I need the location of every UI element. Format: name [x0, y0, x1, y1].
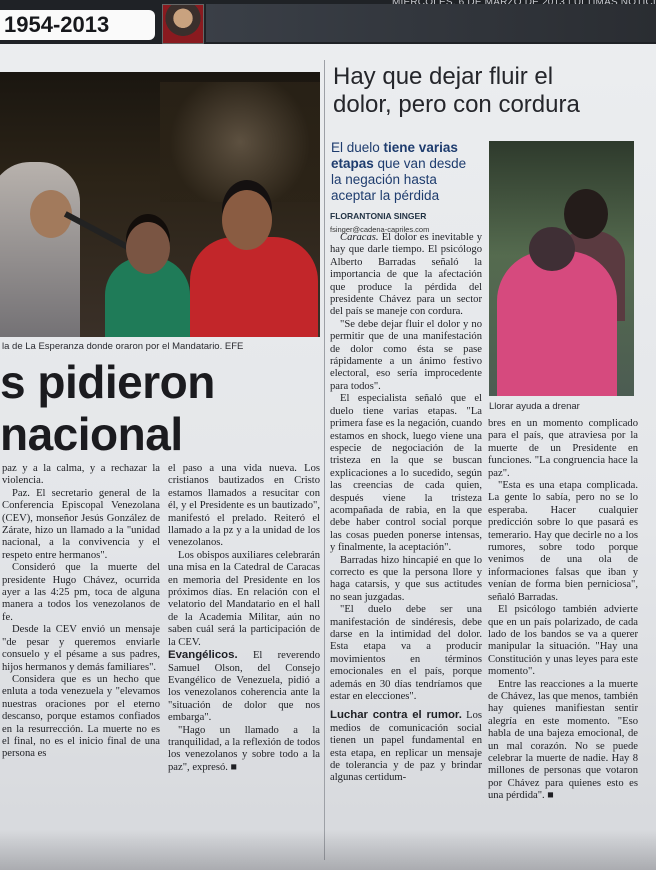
- paragraph: "El duelo debe ser una manifestación de sindéresis, debe darse en la intimidad del dolor. Esta etapa va a producir movimientos en términos emocionales en el país, porque además en 30 días tendríamos que estar en elecciones".: [330, 604, 482, 703]
- deck-bold-text: etapas: [331, 156, 374, 171]
- paragraph: Paz. El secretario general de la Conferencia Episcopal Venezolana (CEV), monseñor Jesús González de Zárate, hizo un llamado a la "unidad nacional, a la convivencia y el respeto entre hermanos".: [2, 487, 160, 561]
- paragraph-text: El reverendo Samuel Olson, del Consejo Evangélico de Venezuela, pidió a los venezolanos coherencia ante la "situación de dolor que nos embarga".: [168, 650, 320, 724]
- paragraph: el paso a una vida nueva. Los cristianos bautizados en Cristo estamos llamados a resucitar con él, y el Presidente es un bautizado", manifestó el prelado. Reiteró el llamado a la pz y a la unidad de los venezolanos.: [168, 463, 320, 549]
- top-banner: [0, 0, 656, 44]
- text-column-1: [2, 463, 160, 761]
- paragraph: El psicólogo también advierte que en un país polarizado, de cada lado de los bandos se va a querer manipular la situación. "Hay una Constitución y unas leyes para este momento".: [488, 604, 638, 678]
- author-email: fsinger@cadena-capriles.com: [330, 225, 430, 234]
- paragraph: "Se debe dejar fluir el dolor y no permitir que de una manifestación de dolor como ésta se pase rápidamente a un ánimo festivo electoral, eso sería improcedente para todos".: [330, 318, 482, 392]
- paragraph: "Esta es una etapa complicada. La gente lo sabía, pero no se lo esperaba. Hacer cualquier predicción sobre lo que pasará es temerario. Hay que decirle no a los rumores, sobre todo porque venimos de una ola de informaciones falsas que iban y venían de forma bien perniciosa", señaló Barradas.: [488, 480, 638, 603]
- photo-background-light: [160, 82, 320, 202]
- paragraph-text: El dolor es inevitable y hay que darle tiempo. El psicólogo Alberto Barradas señaló la importancia de que la afectación que produce la pérdida del presidente Chávez para un sector del país se maneje con cordura.: [330, 232, 482, 318]
- left-headline-line1: s pidieron: [0, 356, 215, 408]
- article-photo-caption: Llorar ayuda a drenar: [489, 401, 580, 412]
- paragraph: "Hago un llamado a la tranquilidad, a la reflexión de todos los venezolanos y sobre todo a la paz", expresó. ■: [168, 724, 320, 773]
- banner-band: [206, 4, 656, 42]
- deck-bold-text: tiene varias: [383, 140, 458, 155]
- photo-figure-red-jacket: [190, 237, 318, 337]
- main-photo-caption: la de La Esperanza donde oraron por el Mandatario. EFE: [2, 341, 244, 352]
- paragraph: Considera que es un hecho que enluta a toda venezuela y "elevamos nuestras oraciones por el eterno descanso, porque estamos confiados en la resurrección. La muerte no es el final, no es el inicio final de una persona es: [2, 673, 160, 760]
- column-divider: [324, 60, 325, 860]
- photo-head-back: [564, 189, 608, 239]
- paragraph: Barradas hizo hincapié en que lo correcto es que la persona llore y haga catarsis, y que sus actitudes no sean juzgadas.: [330, 554, 482, 603]
- paragraph: Desde la CEV envió un mensaje "de pesar y queremos enviarle consuelo y el pésame a sus padres, hijos hermanos y demás familiares".: [2, 624, 160, 673]
- main-photo: [0, 72, 320, 337]
- text-column-4: [488, 418, 638, 803]
- byline: FLORANTONIA SINGER: [330, 211, 427, 221]
- paragraph: Consideró que la muerte del presidente Hugo Chávez, ocurrida ayer a las 4:25 pm, toca de alguna manera a todos los venezolanos de fe.: [2, 562, 160, 623]
- photo-figure-pink: [497, 251, 617, 396]
- article-headline: [333, 63, 653, 119]
- photo-head-pink: [529, 227, 575, 271]
- deck-text: la negación hasta: [331, 172, 437, 187]
- paragraph: El especialista señaló que el duelo tiene varias etapas. "La primera fase es la negación, cuando estamos en shock, luego viene una especie de negociación de la tristeza en la que se buscan explicaciones a lo sucedido, según las creencias de cada quien, después viene la tristeza acompañada de rabia, en la que debe haber control social porque las cosas pueden ponerse intensas, y finalmente, la aceptación".: [330, 393, 482, 554]
- paragraph: paz y a la calma, y a rechazar la violencia.: [2, 463, 160, 487]
- deck-text: que van desde: [373, 156, 467, 171]
- left-headline-line2: nacional: [0, 408, 183, 460]
- paragraph-text: Los medios de comunicación social tienen un papel fundamental en esta etapa, en replicar un mensaje de tolerancia y de paz y brindar algunas certidum-: [330, 710, 482, 784]
- dateline-lead: Caracas.: [340, 232, 379, 243]
- page-shadow: [0, 830, 656, 870]
- left-headline: [0, 356, 325, 460]
- paragraph: bres en un momento complicado para el país, que atraviesa por la muerte de un Presidente en funciones. "La congruencia hace la paz".: [488, 418, 638, 479]
- article-headline-line1: Hay que dejar fluir el: [333, 63, 554, 90]
- photo-figure-left: [0, 162, 80, 337]
- article-photo: [489, 141, 634, 396]
- subheading: Luchar contra el rumor.: [330, 709, 462, 722]
- portrait-thumbnail: [162, 4, 204, 44]
- photo-head-red-jacket: [222, 190, 272, 250]
- paragraph: Entre las reacciones a la muerte de Chávez, las que menos, también hay quienes manifiestan sentir alegría en este momento. "Eso habla de una bajeza emocional, de un mal corazón. No se puede celebrar la muerte de nadie. Hay 8 millones de personas que votaron por Chávez para quienes esto es una pérdida". ■: [488, 678, 638, 802]
- paragraph: Los obispos auxiliares celebrarán una misa en la Catedral de Caracas en memoria del Presidente en los próximos días. En relación con el velatorio del Mandatario en el hall de la Academia Militar, aún no saben cuál será la participación de la CEV.: [168, 549, 320, 648]
- deck-text: aceptar la pérdida: [331, 188, 440, 203]
- photo-head-green: [126, 222, 170, 274]
- text-column-2: [168, 463, 320, 774]
- years-label: 1954-2013: [0, 10, 155, 40]
- article-deck: [331, 140, 483, 204]
- deck-text: El duelo: [331, 140, 384, 155]
- subheading: Evangélicos.: [168, 649, 238, 662]
- text-column-3: [330, 232, 482, 785]
- article-headline-line2: dolor, pero con cordura: [333, 91, 580, 118]
